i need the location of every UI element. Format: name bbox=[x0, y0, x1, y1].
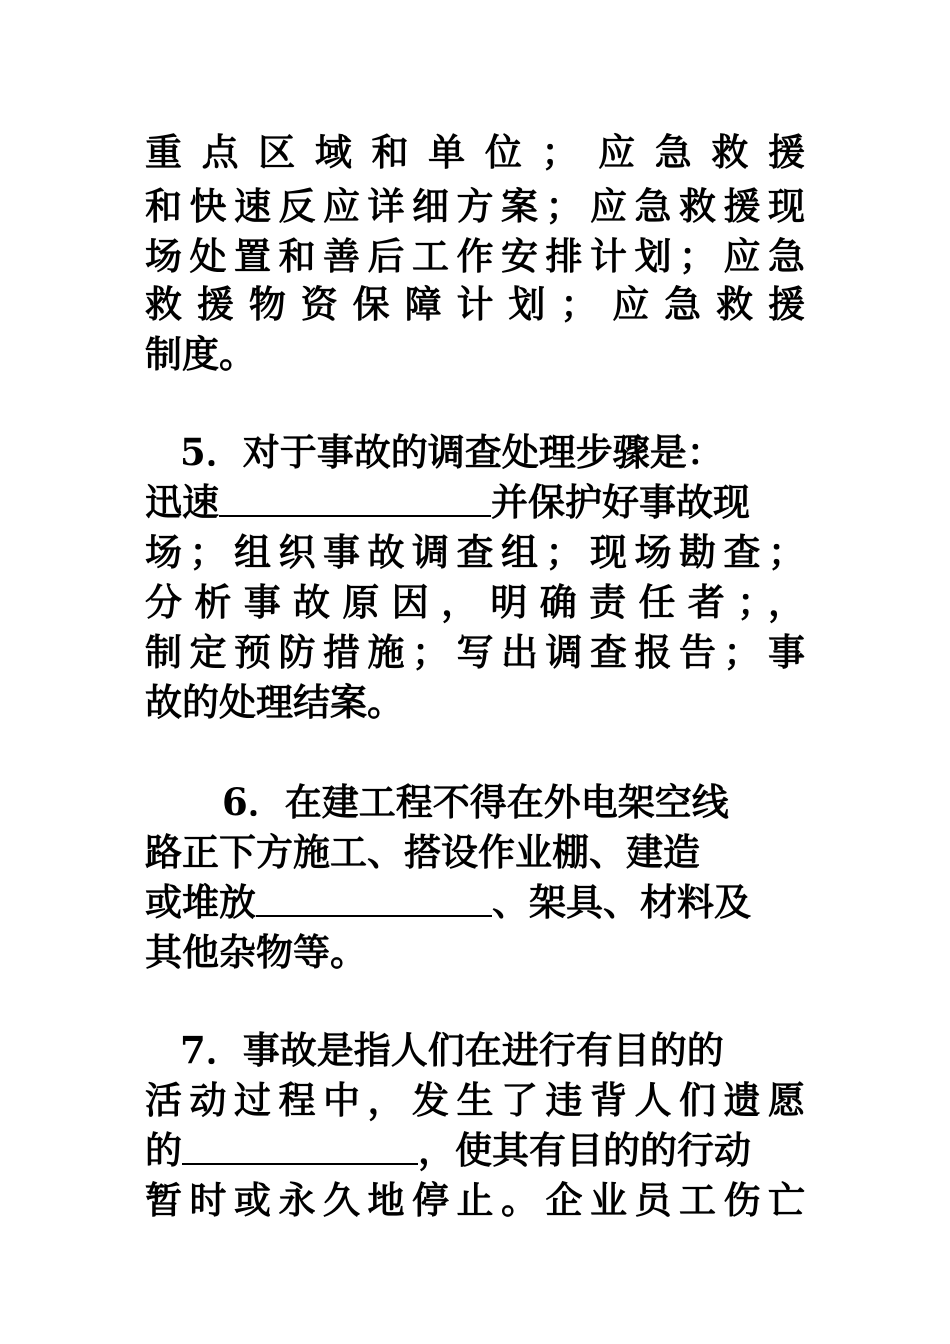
question-7-line: 7．事故是指人们在进行有目的的 bbox=[180, 1028, 724, 1072]
text-segment: 迅速 bbox=[145, 480, 219, 524]
question-6-line: 路正下方施工、搭设作业棚、建造 bbox=[145, 830, 700, 874]
text-segment: 的 bbox=[145, 1128, 182, 1172]
text-segment: 或堆放 bbox=[145, 880, 256, 924]
text-segment: ，使其有目的的行动 bbox=[418, 1128, 751, 1172]
paragraph-line: 和快速反应详细方案；应急救援现 bbox=[145, 184, 805, 228]
fill-in-blank bbox=[256, 879, 492, 917]
question-5-line bbox=[145, 476, 805, 528]
paragraph-line: 场处置和善后工作安排计划；应急 bbox=[145, 234, 805, 278]
question-7-line: 活动过程中，发生了违背人们遗愿 bbox=[145, 1078, 805, 1122]
question-6-line: 其他杂物等。 bbox=[145, 930, 367, 974]
paragraph-line: 重点区域和单位；应急救援 bbox=[145, 130, 805, 174]
text-segment: 并保护好事故现 bbox=[491, 480, 750, 524]
question-6-line: 6．在建工程不得在外电架空线 bbox=[222, 780, 729, 824]
question-7-line: 暂时或永久地停止。企业员工伤亡 bbox=[145, 1178, 805, 1222]
fill-in-blank bbox=[182, 1127, 418, 1165]
question-5-line: 故的处理结案。 bbox=[145, 680, 404, 724]
paragraph-line: 救援物资保障计划；应急救援 bbox=[145, 282, 805, 326]
question-6-line bbox=[145, 876, 805, 928]
question-5-line: 5．对于事故的调查处理步骤是： bbox=[180, 430, 724, 474]
paragraph-line: 制度。 bbox=[145, 332, 256, 376]
question-5-line: 分析事故原因，明确责任者；， bbox=[145, 580, 805, 624]
fill-in-blank bbox=[219, 479, 491, 517]
question-7-line bbox=[145, 1124, 805, 1176]
question-5-line: 制定预防措施；写出调查报告；事 bbox=[145, 630, 805, 674]
question-5-line: 场；组织事故调查组；现场勘查； bbox=[145, 530, 805, 574]
text-segment: 、架具、材料及 bbox=[492, 880, 751, 924]
